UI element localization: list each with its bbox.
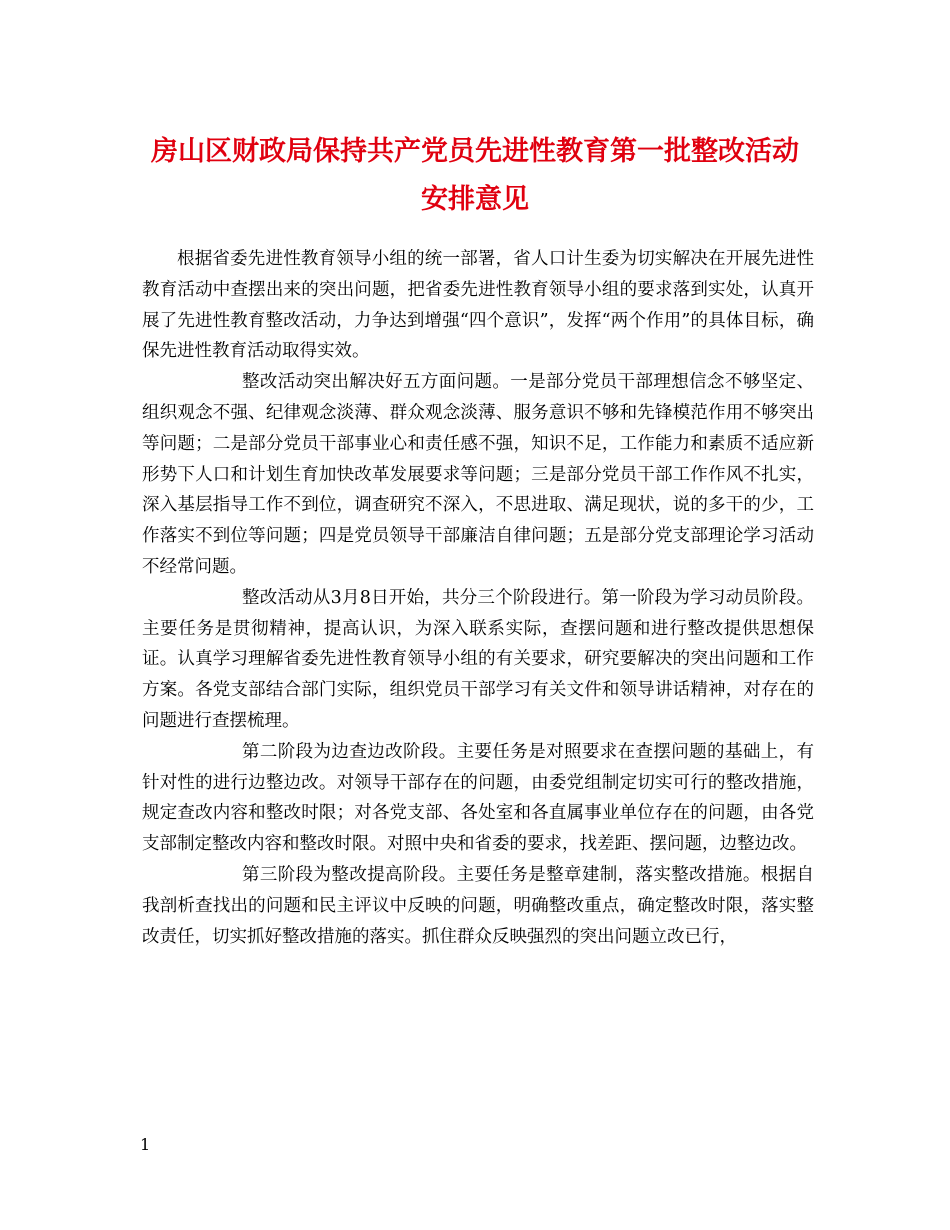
document-body bbox=[142, 244, 814, 952]
paragraph-problems: 整改活动突出解决好五方面问题。一是部分党员干部理想信念不够坚定、组织观念不强、纪律观念淡薄、群众观念淡薄、服务意识不够和先锋模范作用不够突出等问题；二是部分党员干部事业心和责任感不强，知识不足，工作能力和素质不适应新形势下人口和计划生育加快改革发展要求等问题；三是部分党员干部工作作风不扎实，深入基层指导工作不到位，调查研究不深入，不思进取、满足现状，说的多干的少，工作落实不到位等问题；四是党员领导干部廉洁自律问题；五是部分党支部理论学习活动不经常问题。 bbox=[142, 372, 814, 577]
paragraph-intro: 根据省委先进性教育领导小组的统一部署，省人口计生委为切实解决在开展先进性教育活动中查摆出来的突出问题，把省委先进性教育领导小组的要求落到实处，认真开展了先进性教育整改活动，力争达到增强“四个意识”，发挥“两个作用”的具体目标，确保先进性教育活动取得实效。 bbox=[142, 249, 814, 362]
title-line-2: 安排意见 bbox=[421, 184, 529, 215]
paragraph-stage-one: 整改活动从3月8日开始，共分三个阶段进行。第一阶段为学习动员阶段。主要任务是贯彻精神，提高认识，为深入联系实际，查摆问题和进行整改提供思想保证。认真学习理解省委先进性教育领导小组的有关要求，研究要解决的突出问题和工作方案。各党支部结合部门实际，组织党员干部学习有关文件和领导讲话精神，对存在的问题进行查摆梳理。 bbox=[142, 587, 814, 731]
title-line-1: 房山区财政局保持共产党员先进性教育第一批整改活动 bbox=[151, 136, 799, 167]
document-title bbox=[130, 128, 820, 224]
paragraph-stage-three: 第三阶段为整改提高阶段。主要任务是整章建制，落实整改措施。根据自我剖析查找出的问题和民主评议中反映的问题，明确整改重点，确定整改时限，落实整改责任，切实抓好整改措施的落实。抓住群众反映强烈的突出问题立改已行， bbox=[142, 864, 814, 947]
paragraph-stage-two: 第二阶段为边查边改阶段。主要任务是对照要求在查摆问题的基础上，有针对性的进行边整边改。对领导干部存在的问题，由委党组制定切实可行的整改措施，规定查改内容和整改时限；对各党支部、各处室和各直属事业单位存在的问题，由各党支部制定整改内容和整改时限。对照中央和省委的要求，找差距、摆问题，边整边改。 bbox=[142, 741, 814, 855]
page-number: 1 bbox=[140, 1135, 151, 1154]
